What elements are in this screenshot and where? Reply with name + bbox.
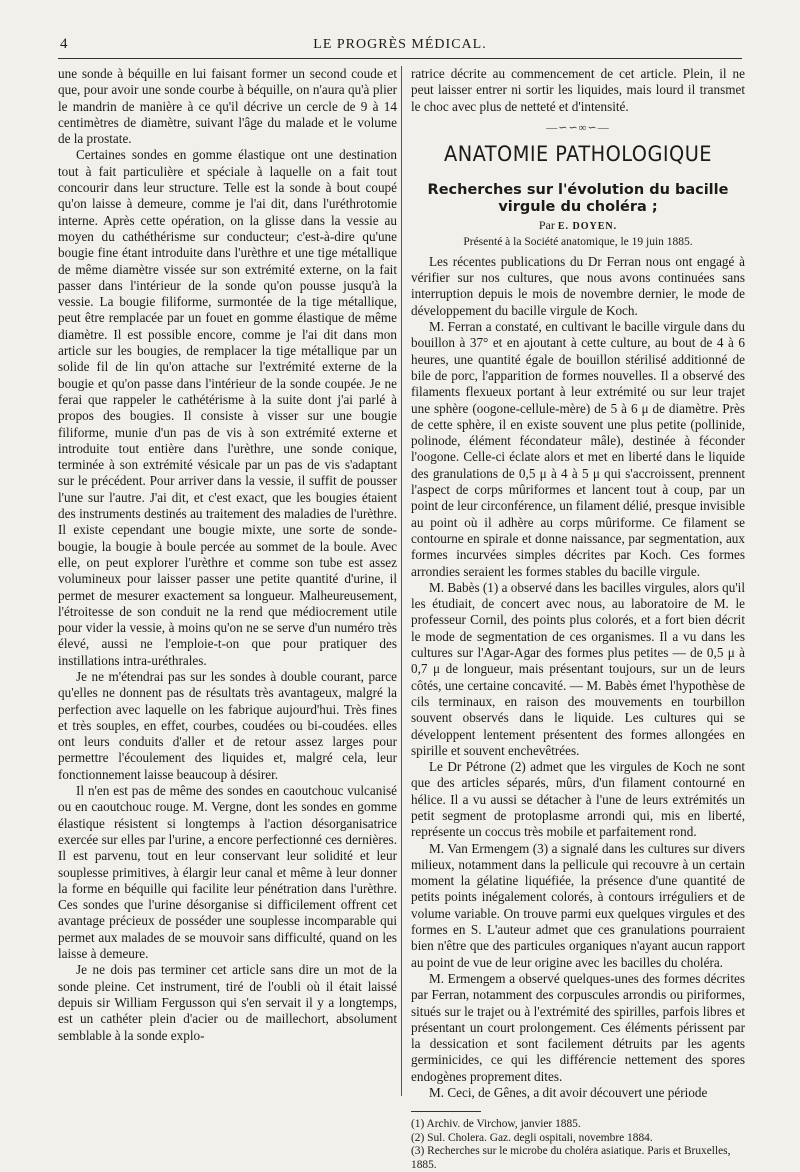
paragraph: M. Ermengem a observé quelques-unes des formes décrites par Ferran, notamment des corpuscules arrondis ou piriformes, situés sur le trajet ou à l'extrémité des spirilles, parfois libres et présentant un court prolongement. Ces éléments périssent par la dessication et sont facilement détruits par les agents germinicides, ce qui les différencie nettement des spores endogènes proprement dites. (411, 970, 745, 1084)
footnote: (2) Sul. Cholera. Gaz. degli ospitali, novembre 1884. (411, 1131, 653, 1144)
byline (411, 218, 745, 233)
author-name: E. DOYEN. (557, 220, 618, 232)
footnote: (3) Recherches sur le microbe du choléra asiatique. Paris et Bruxelles, 1885. (411, 1145, 731, 1171)
right-column (402, 66, 745, 1171)
page-number: 4 (60, 36, 68, 52)
ornament-divider: —∽∽∞∽— (546, 121, 610, 134)
paragraph: ratrice décrite au commencement de cet article. Plein, il ne peut laisser entrer ni sortir les liquides, mais lourd il transmet le choc avec plus de netteté et d'intensité. (411, 66, 745, 114)
paragraph: Il n'en est pas de même des sondes en caoutchouc vulcanisé ou en caoutchouc rouge. M. Vergne, dont les sondes en gomme élastique résistent si longtemps à l'action désorganisatrice exercée sur elles par l'urine, a encore perfectionné ces dernières. Il est parvenu, tout en leur conservant leur solidité et leur souplesse primitives, à élargir leur canal et même à leur donner la forme en béquille qui facilite leur pénétration dans l'urèthre. Ces sondes que l'urine désorganise si difficilement offrent cet avantage précieux de posséder une souplesse incomparable qui permet aux malades de se mouvoir sans difficulté, quand on les laisse à demeure. (58, 783, 397, 962)
byline-prefix: Par (538, 217, 555, 232)
two-column-body (58, 66, 758, 1171)
left-column (58, 66, 401, 1096)
footnote-rule (411, 1111, 481, 1112)
paragraph: Le Dr Pétrone (2) admet que les virgules de Koch ne sont que des articles séparés, mûrs, d'un filament contourné en hélice. Il a vu aussi se détacher à l'une de leurs extrémités un petit segment de protoplasme arrondi qui, mis en liberté, représente un coccus très mobile et parfaitement rond. (411, 759, 745, 840)
running-title: LE PROGRÈS MÉDICAL. (313, 37, 487, 52)
paragraph: M. Ferran a constaté, en cultivant le bacille virgule dans du bouillon à 37° et en ajoutant à cette culture, au bout de 4 à 6 heures, une quantité égale de bouillon stérilisé additionné de bile de porc, l'apparition de formes nouvelles. Il a observé des filaments flexueux portant à leur extrémité ou sur leur trajet une sphère (oogone-cellule-mère) de 5 à 6 μ de diamètre. Près de cette sphère, il en existe souvent une plus petite (pollinide, polinode, élément fécondateur mâle), destinée à féconder l'oogone. Celle-ci éclate alors et met en liberté dans le liquide des granulations de 0,5 μ à 4 à 5 μ qui s'accroissent, prennent l'aspect de corps mûriformes et lancent tout à coup, par un point de leur circonférence, un filament délié, presque invisible au point où il adhère au corps mûriforme. Ce filament se contourne en spirale et donne naissance, par segmentation, aux formes incurvées simples décrites par Koch. Ces formes arrondies seraient les formes stables du bacille virgule. (411, 319, 745, 579)
paragraph: M. Babès (1) a observé dans les bacilles virgules, alors qu'il les étudiait, de concert avec nous, au laboratoire de M. le professeur Cornil, des points plus colorés, et a fort bien décrit le mode de segmentation de ces organismes. Il a vu dans les cultures sur l'Agar-Agar des formes plus petites — de 0,5 μ à 0,7 μ de longueur, mais présentant toujours, sur un de leurs côtés, une certaine concavité. — M. Babès émet l'hypothèse de cils terminaux, en raison des mouvements en tourbillon souvent observés dans le liquide. Les cultures qui se développent lentement présentent des formes allongées en spirille et souvent enchevêtrées. (411, 579, 745, 758)
footnote: (1) Archiv. de Virchow, janvier 1885. (411, 1118, 581, 1131)
paragraph: Certaines sondes en gomme élastique ont une destination tout à fait particulière et spéciale à laquelle on a fait tout concourir dans leur structure. Telle est la sonde à bout coupé qu'on laisse à demeure, comme je l'ai dit, dans l'uréthrotomie interne. Après cette opération, on la glisse dans la vessie au moyen du cathéthérisme sur conducteur; c'est-à-dire qu'une bougie fine étant introduite dans l'urèthre et une tige métallique de même diamètre vissée sur son extrémité externe, on la fait passer dans l'intérieur de la sonde qu'on pousse jusqu'à la vessie. La bougie filiforme, surmontée de la tige métallique, peut être remplacée par un fouet en gomme élastique de même diamètre. Il est possible encore, comme je l'ai dit dans mon article sur les bougies, de remplacer la tige métallique par un solide fil de lin qu'on attache sur l'extrémité externe de la bougie et qu'on passe dans l'intérieur de la sonde coupée. Je ne ferai que rappeler le cathétérisme à la suite dont j'ai parlé à propos des bougies. Il consiste à visser sur une bougie filiforme, munie d'un pas de vis à son extrémité externe et introduite tout entière dans l'urèthre, une sonde conique, terminée à son extrémité vésicale par un pas de vis s'adaptant sur le précédent. Pour arriver dans la vessie, il suffit de pousser l'une sur l'autre. J'ai dit, et c'est exact, que les bougies étaient des instruments destinés au traitement des maladies de l'urèthre. Il existe cependant une bougie mixte, une sorte de sonde-bougie, la bougie à boule percée au sommet de la boule. Avec elle, on peut explorer l'urèthre et comme son tube est assez volumineux pour laisser passer une petite quantité d'urine, il permet de mesurer exactement sa longueur. Malheureusement, l'étroitesse de son conduit ne la rend que médiocrement utile pour vider la vessie, à moins qu'on ne se serve d'un numéro très élevé, aussi ne l'emploie-t-on que pour pratiquer des instillations intra-uréthrales. (58, 147, 397, 668)
presentation-note: Présenté à la Société anatomique, le 19 juin 1885. (463, 235, 693, 248)
paragraph: Je ne m'étendrai pas sur les sondes à double courant, parce qu'elles ne donnent pas de résultats très avantageux, malgré la perfection avec laquelle on les fabrique aujourd'hui. Très fines et très souples, en effet, courbes, coudées ou bi-coudées. elles ont leurs conduits d'aller et de retour assez larges pour permettre l'écoulement des liquides et, malgré cela, leur fonctionnement laisse beaucoup à désirer. (58, 668, 397, 782)
paragraph: une sonde à béquille en lui faisant former un second coude et que, pour avoir une sonde courbe à béquille, on n'aura qu'à plier le mandrin de manière à ce qu'il décrive un cercle de 9 à 14 centimètres de diamètre, suivant l'âge du malade et le volume de la prostate. (58, 66, 397, 147)
paragraph: M. Ceci, de Gênes, a dit avoir découvert une période (429, 1085, 708, 1101)
page-header (58, 34, 742, 59)
paragraph: Je ne dois pas terminer cet article sans dire un mot de la sonde pleine. Cet instrument, tiré de l'oubli où il était laissé depuis sir William Fergusson qui s'en servait il y a longtemps, est un cathéter plein d'acier ou de maillechort, absolument semblable à la sonde explo- (58, 962, 397, 1043)
paragraph: Les récentes publications du Dr Ferran nous ont engagé à vérifier sur nos cultures, que nous avons continuées sans interruption depuis le mois de novembre dernier, le mode de développement du bacille virgule de Koch. (411, 253, 745, 318)
paragraph: M. Van Ermengem (3) a signalé dans les cultures sur divers milieux, notamment dans la pellicule qui recouvre à un certain moment la gélatine liquéfiée, la présence d'une quantité de petits points inégalement colorés, à contours irréguliers et de volume variable. On trouve parmi eux quelques virgules et des formes en S. L'auteur admet que ces granulations pourraient bien n'être que des particules organiques n'ayant aucun rapport au point de vue de leur origine avec les bacilles du choléra. (411, 840, 745, 970)
section-title: ANATOMIE PATHOLOGIQUE (444, 141, 712, 166)
article-title: Recherches sur l'évolution du bacille virgule du choléra ; (427, 181, 729, 215)
